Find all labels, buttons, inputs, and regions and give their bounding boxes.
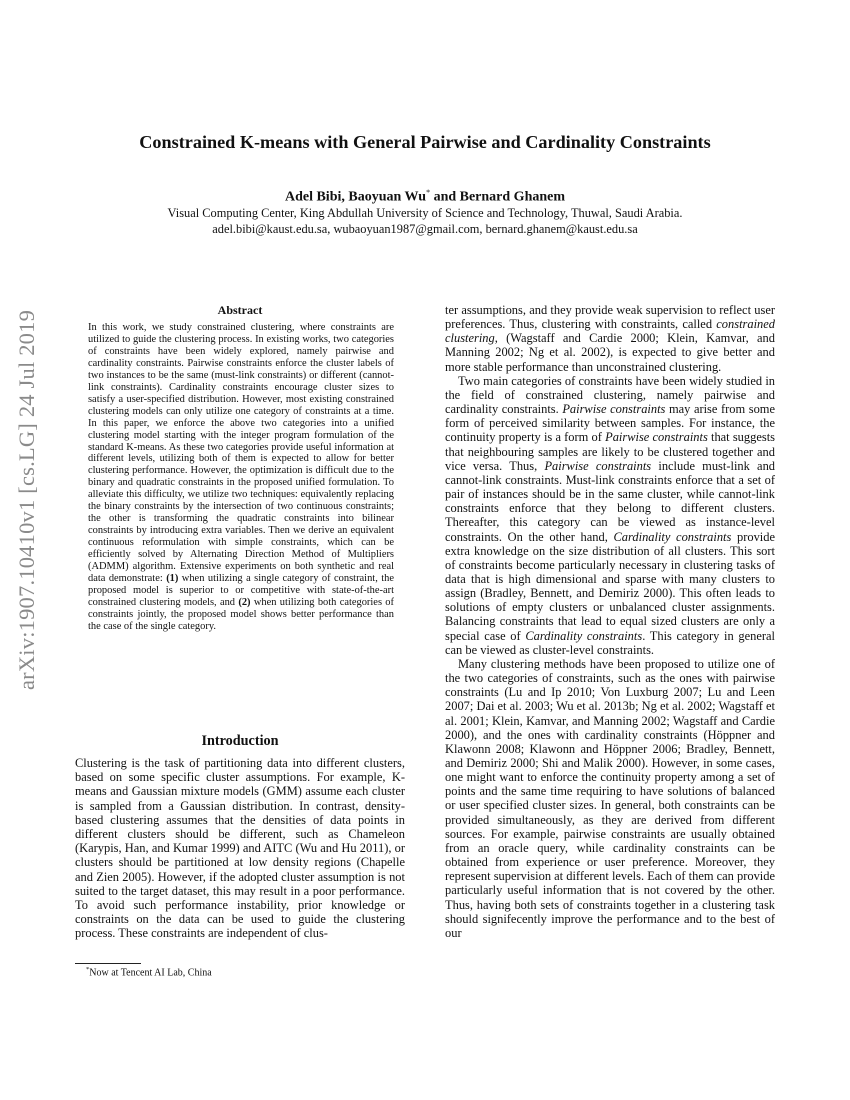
paragraph: Two main categories of constraints have been widely studied in the field of constrained clustering, namely pairwise and cardinality constraints. Pairwise constraints may arise from some form of perceived similarity between samples. For instance, the continuity property is a form of Pairwise constraints that suggests that neighbouring samples are likely to be clustered together and vice versa. Thus, Pairwise constraints include must-link and cannot-link constraints. Must-link constraints enforce that a set of pair of instances should be in the same cluster, while cannot-link constraints enforce that they belong to different clusters. Thereafter, this category can be viewed as instance-level constraints. On the other hand, Cardinality constraints provide extra knowledge on the size distribution of all clusters. This sort of constraints become particularly necessary in clustering tasks of data that is high dimensional and sparse with many clusters to assign (Bradley, Bennett, and Demiriz 2000). This often leads to solutions of empty clusters or unbalanced cluster assignments. Balancing constraints that lead to equal sized clusters are only a special case of Cardinality constraints. This category in general can be viewed as cluster-level constraints. — [445, 373, 776, 657]
author-names: Adel Bibi, Baoyuan Wu — [284, 189, 427, 205]
paragraph: ter assumptions, and they provide weak supervision to reflect user preferences. Thus, clustering with constraints, called constrained clustering, (Wagstaff and Cardie 2000; Klein, Kamvar, and Manning 2002; Ng et al. 2002), is expected to give better and more stable performance than unconstrained clustering. — [445, 303, 775, 374]
affiliation: Visual Computing Center, King Abdullah University of Science and Technology, Thuwal, Saudi Arabia. — [167, 206, 683, 220]
author-list — [75, 188, 775, 206]
paragraph: Many clustering methods have been proposed to utilize one of the two categories of constraints, such as the ones with pairwise constraints (Lu and Ip 2010; Von Luxburg 2007; Lu and Leen 2007; Dai et al. 2003; Wu et al. 2013b; Ng et al. 2002; Wagstaff et al. 2001; Klein, Kamvar, and Manning 2002; Wagstaff and Cardie 2000), and the ones with cardinality constraints (Höppner and Klawonn 2008; Klawonn and Höppner 2006; Bradley, Bennett, and Demiriz 2000; Shi and Malik 2000). However, in some cases, one might want to enforce the continuity property among a set of points and the same time requiring to have solutions of balanced or user specified cluster sizes. In general, both constraints can be provided simultaneously, as they are derived from different sources. For example, pairwise constraints are usually obtained from an oracle query, while cardinality constraints can be obtained from experience or user preference. Moreover, they represent supervision at different levels. Each of them can provide particularly useful information that is not covered by the other. Thus, having both sets of constraints together in a clustering task should signifecently improve the performance and to the best of our — [445, 656, 775, 940]
introduction-heading: Introduction — [201, 733, 279, 749]
abstract-marker: (1) — [166, 573, 179, 585]
arxiv-identifier: arXiv:1907.10410v1 [cs.LG] 24 Jul 2019 — [14, 309, 39, 691]
abstract-body — [88, 322, 394, 633]
paper-title: Constrained K-means with General Pairwise and Cardinality Constraints — [139, 132, 711, 152]
footnote-rule — [75, 963, 141, 964]
abstract-text: In this work, we study constrained clustering, where constraints are utilized to guide the clustering process. In existing works, two categories of constraints have been widely explored, namely pairwise and cardinality constraints. Pairwise constraints enforce the cluster labels of two instances to be the same (must-link constraints) or different (cannot-link constraints). Cardinality constraints encourage cluster sizes to satisfy a user-specified distribution. However, most existing constrained clustering models can only utilize one category of constraints at a time. In this paper, we enforce the above two categories into a unified clustering model starting with the integer program formulation of the standard K-means. As these two categories provide useful information at different levels, utilizing both of them is expected to allow for better clustering performance. However, the optimization is difficult due to the binary and quadratic constraints in the proposed unified formulation. To alleviate this difficulty, we utilize two techniques: equivalently replacing the binary constraints by the intersection of two continuous constraints; the other is transforming the quadratic constraints into bilinear constraints by introducing extra variables. Then we derive an equivalent continuous reformulation with simple constraints, which can be efficiently solved by Alternating Direction Method of Multipliers (ADMM) algorithm. Extensive experiments on both synthetic and real data demonstrate: — [88, 322, 394, 585]
introduction-body: Clustering is the task of partitioning data into different clusters, based on some specific cluster assumptions. For example, K-means and Gaussian mixture models (GMM) assume each cluster is sampled from a Gaussian distribution. In contrast, density-based clustering assumes that the densities of data points in different clusters should be different, such as Chameleon (Karypis, Han, and Kumar 1999) and AITC (Wu and Hu 2011), or clusters should be partitioned at low density regions (Chapelle and Zien 2005). However, if the adopted cluster assumption is not suited to the target dataset, this may result in a poor performance. To avoid such performance instability, prior knowledge or constraints on the data can be used to guide the clustering process. These constraints are independent of clus- — [75, 756, 405, 941]
author-emails: adel.bibi@kaust.edu.sa, wubaoyuan1987@gmail.com, bernard.ghanem@kaust.edu.sa — [212, 221, 638, 236]
arxiv-side-stamp — [2, 295, 52, 705]
author-footnote-mark: * — [426, 188, 431, 197]
abstract-heading: Abstract — [217, 303, 263, 317]
footnote — [86, 966, 212, 978]
footnote-text: Now at Tencent AI Lab, China — [89, 967, 212, 979]
footnote-mark: * — [86, 966, 90, 973]
abstract-marker: (2) — [238, 596, 251, 608]
right-column — [445, 303, 775, 940]
abstract-text: when utilizing both categories of constraints jointly, the proposed model shows better performance than the case of the single category. — [88, 596, 395, 632]
abstract-text: when utilizing a single category of constraint, the proposed model is superior to or competitive with state-of-the-art constrained clustering models, and — [88, 573, 395, 608]
author-names-last: and Bernard Ghanem — [430, 189, 566, 205]
affiliation-block — [75, 206, 775, 237]
